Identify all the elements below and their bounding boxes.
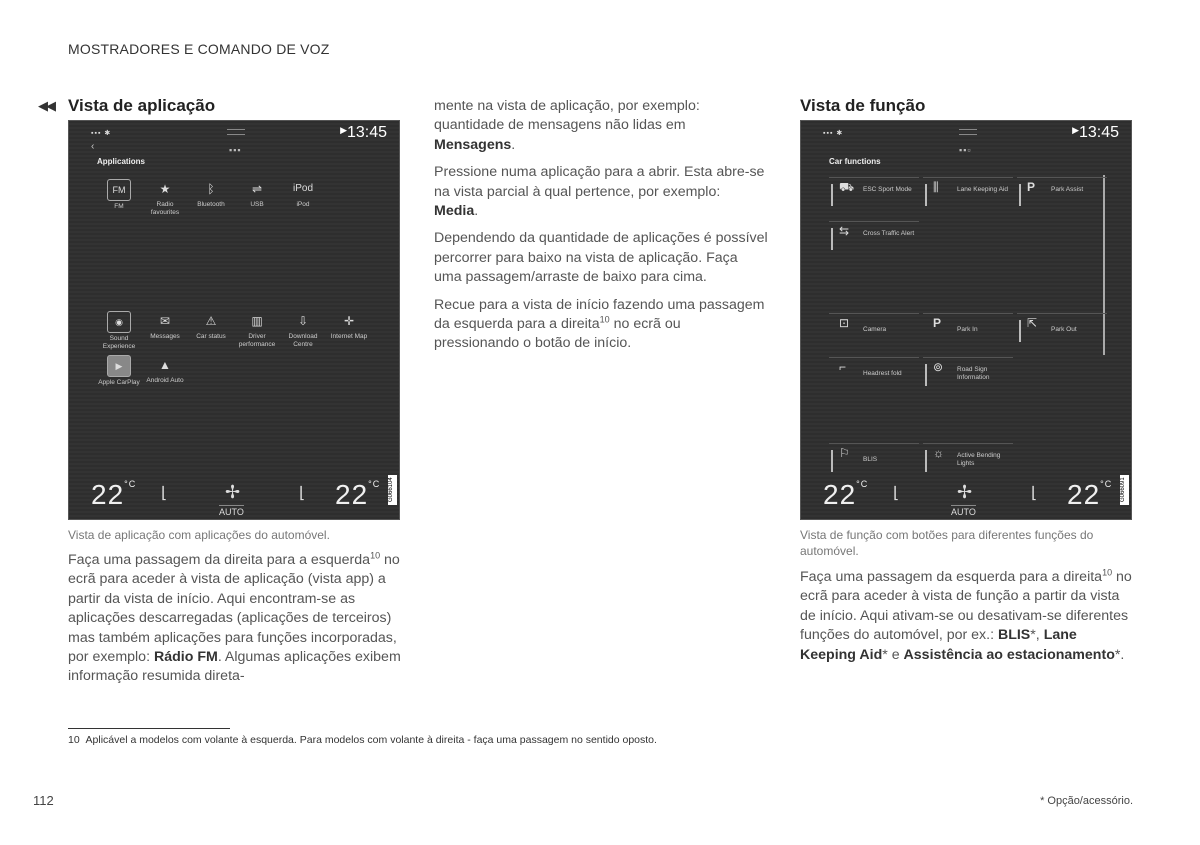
clock: 13:45 (346, 124, 387, 141)
climate-bar (801, 469, 1131, 519)
seat-heat-icon: ⌊ (1031, 485, 1038, 502)
app-driver-performance: ▥ Driver performance (235, 311, 279, 348)
heading-app-view: Vista de aplicação (68, 96, 216, 115)
park-in-icon: P (933, 316, 942, 330)
tile-cross-traffic-alert: ⇆ Cross Traffic Alert (829, 221, 919, 257)
middle-body-text: mente na vista de aplicação, por exemplo: quantidade de mensagens não lidas em Mensagens. Pressione numa aplicação para a abrir. Esta abre-se na vista parcial à qual pertence, por exemplo: Media. Dependendo da quantidade de aplicações é possível percorrer para baixo na vista de aplicação. Faça uma passagem/arraste de baixo para cima. Recue para a vista de início fazendo uma passagem da esquerda para a direita$^{10}$ no ecrã ou pressionando o botão de início. (434, 98, 768, 352)
clock: 13:45 (1078, 124, 1119, 141)
carplay-icon: ▶ (107, 355, 131, 377)
tile-road-sign-information: ⊚ Road Sign Information (923, 357, 1013, 393)
app-internet-map: ✛ Internet Map (327, 311, 371, 341)
caption-app-view: Vista de aplicação com aplicações do automóvel. (68, 528, 330, 542)
temp-left: $22^{^\circ C}$ (91, 479, 137, 510)
climate-bar (69, 469, 399, 519)
park-assist-icon: P (1027, 180, 1036, 194)
page-dots-icon: ▪▪▫ (959, 145, 972, 155)
function-view-screenshot (800, 120, 1132, 520)
android-auto-icon: ▲ (159, 358, 171, 372)
app-sound-experience: ◉ Sound Experience (97, 311, 141, 350)
page-dots-icon: ▪▪▪ (229, 145, 242, 155)
image-code: G066091 (1120, 475, 1129, 505)
signal-icon: ▪▪▪ ✱ (823, 130, 844, 137)
car-functions-title: Car functions (829, 157, 881, 166)
temp-right: $22^{^\circ C}$ (1067, 479, 1113, 510)
app-radio-favourites: ★ Radio favourites (143, 179, 187, 216)
lane-keeping-icon: ⫼ (933, 180, 939, 194)
app-apple-carplay: ▶ Apple CarPlay (97, 355, 141, 387)
app-download-centre: ⇩ Download Centre (281, 311, 325, 348)
section-header: MOSTRADORES E COMANDO DE VOZ (68, 41, 330, 57)
tile-esc-sport-mode: ⛟ ESC Sport Mode (829, 177, 919, 213)
download-icon: ⇩ (297, 314, 309, 328)
temp-left: $22^{^\circ C}$ (823, 479, 869, 510)
caption-function-view: Vista de função com botões para diferentes funções do automóvel. (800, 528, 1094, 558)
drag-handle-icon (227, 129, 245, 135)
ipod-icon: iPod (292, 183, 313, 194)
tile-park-in: P Park In (923, 313, 1013, 349)
temp-right: $22^{^\circ C}$ (335, 479, 381, 510)
bluetooth-icon: ᛒ (207, 182, 215, 196)
usb-icon: ⇌ (251, 182, 263, 196)
tile-blis: ⚐ BLIS (829, 443, 919, 479)
tile-active-bending-lights: ☼ Active Bending Lights (923, 443, 1013, 479)
speaker-icon: ◉ (107, 311, 131, 333)
seat-icon: ⌊ (893, 485, 900, 502)
tile-headrest-fold: ⌐ Headrest fold (829, 357, 919, 393)
road-sign-icon: ⊚ (933, 360, 944, 374)
radio-icon: FM (107, 179, 131, 201)
headrest-icon: ⌐ (839, 360, 847, 374)
app-android-auto: ▲ Android Auto (143, 355, 187, 385)
app-messages: ✉ Messages (143, 311, 187, 341)
footnote: 10 Aplicável a modelos com volante à esquerda. Para modelos com volante à direita - faça uma passagem no sentido oposto. (68, 734, 657, 746)
heading-function-view: Vista de função (800, 96, 926, 115)
back-chevron-icon: ‹ (91, 141, 95, 152)
app-bluetooth: ᛒ Bluetooth (189, 179, 233, 209)
app-car-status: ⚠ Car status (189, 311, 233, 341)
tile-park-assist: P Park Assist (1017, 177, 1107, 213)
fan-icon: ✢ (225, 482, 241, 502)
play-icon: ▶ (340, 125, 347, 135)
app-fm: FM FM (97, 179, 141, 211)
signal-icon: ▪▪▪ ✱ (91, 130, 112, 137)
warning-icon: ⚠ (205, 314, 217, 328)
map-icon: ✛ (343, 314, 355, 328)
tile-lane-keeping-aid: ⫼ Lane Keeping Aid (923, 177, 1013, 213)
fan-icon: ✢ (957, 482, 973, 502)
auto-label: AUTO (951, 507, 976, 517)
drag-handle-icon (959, 129, 977, 135)
page-number: 112 (33, 793, 54, 808)
tile-camera: ⊡ Camera (829, 313, 919, 349)
message-icon: ✉ (159, 314, 171, 328)
app-view-screenshot (68, 120, 400, 520)
camera-icon: ⊡ (839, 316, 850, 330)
seat-heat-icon: ⌊ (299, 485, 306, 502)
right-body-text: Faça uma passagem da esquerda para a direita$^{10}$ no ecrã para aceder à vista de função a partir da vista de início. Aqui ativam-se ou desativam-se diferentes funções do automóvel, por ex.: BLIS*, Lane Keeping Aid* e Assistência ao estacionamento*. (800, 567, 1132, 663)
esc-icon: ⛟ (839, 180, 855, 194)
star-icon: ★ (159, 182, 171, 196)
auto-label: AUTO (219, 507, 244, 517)
seat-icon: ⌊ (161, 485, 168, 502)
play-icon: ▶ (1072, 125, 1079, 135)
optional-accessory-note: * Opção/acessório. (1040, 795, 1133, 807)
park-out-icon: ⇱ (1027, 316, 1038, 330)
app-ipod: iPod iPod (281, 179, 325, 209)
applications-title: Applications (97, 157, 146, 166)
cross-traffic-icon: ⇆ (839, 224, 850, 238)
back-arrows-icon: ◀◀ (38, 98, 54, 113)
left-body-text: Faça uma passagem da direita para a esquerda$^{10}$ no ecrã para aceder à vista de aplicação (vista app) a partir da vista de início. Aqui encontram-se as aplicações descarregadas (aplicações de terceiros) mas também aplicações para funções incorporadas, por exemplo: Rádio FM. Algumas aplicações exibem informação resumida direta- (68, 550, 401, 685)
tile-park-out: ⇱ Park Out (1017, 313, 1107, 349)
bending-lights-icon: ☼ (933, 446, 944, 460)
app-usb: ⇌ USB (235, 179, 279, 209)
blis-icon: ⚐ (839, 446, 850, 460)
performance-icon: ▥ (251, 314, 263, 328)
image-code: G066104 (388, 475, 397, 505)
footnote-divider (68, 728, 230, 729)
